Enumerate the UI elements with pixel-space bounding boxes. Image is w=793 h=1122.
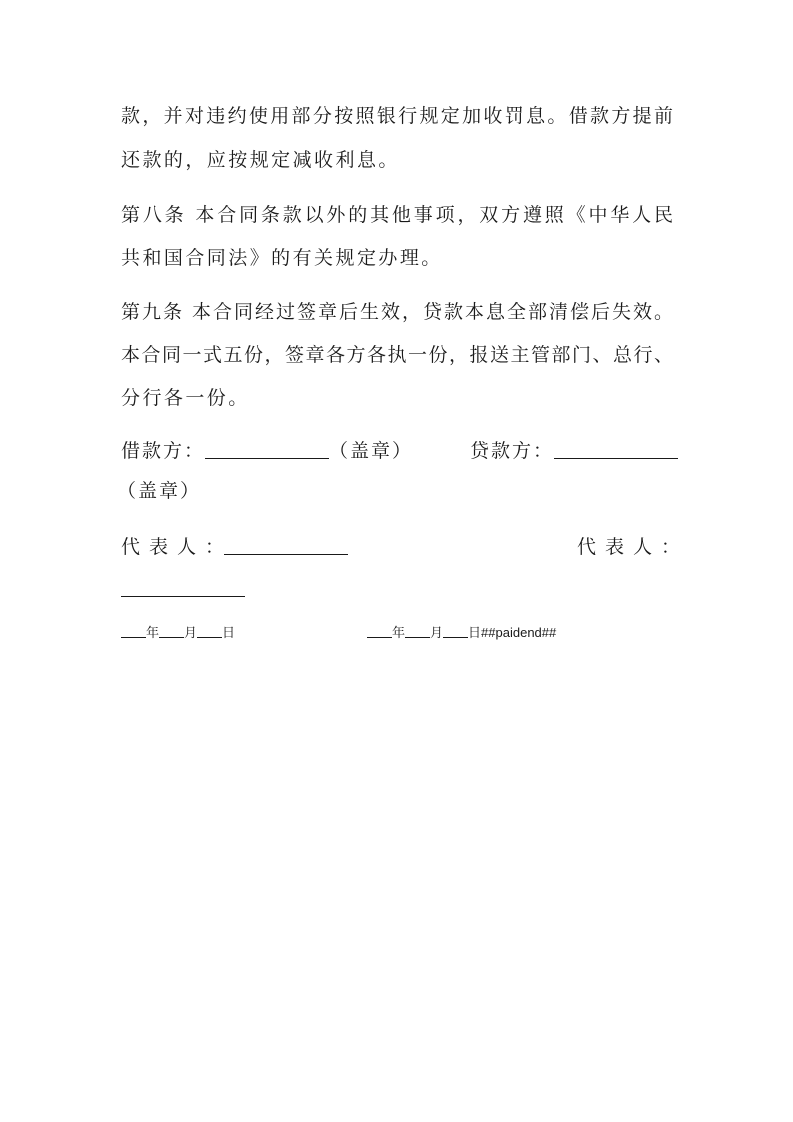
end-marker: ##paidend## <box>481 625 557 640</box>
lender-blank <box>554 440 678 459</box>
borrower-seal-label: （盖章） <box>329 440 414 462</box>
day-blank <box>443 624 468 638</box>
month-blank <box>405 624 430 638</box>
clause-7-line-1: 款，并对违约使用部分按照银行规定加收罚息。借款方提前 <box>121 105 673 127</box>
day-label: 日 <box>468 625 482 640</box>
lender-rep-label: 代表人： <box>577 536 690 558</box>
borrower-label: 借款方： <box>121 440 206 462</box>
year-label: 年 <box>146 625 160 640</box>
clause-9-line-2: 本合同一式五份，签章各方各执一份，报送主管部门、总行、 <box>121 344 673 366</box>
clause-8-line-2: 共和国合同法》的有关规定办理。 <box>121 247 443 269</box>
month-label: 月 <box>184 625 198 640</box>
party-signature-row <box>121 439 413 463</box>
borrower-rep-blank <box>224 536 348 555</box>
month-label: 月 <box>430 625 444 640</box>
lender-label: 贷款方： <box>470 440 555 462</box>
borrower-date <box>121 624 235 642</box>
year-label: 年 <box>392 625 406 640</box>
clause-7-line-2: 还款的，应按规定减收利息。 <box>121 149 400 171</box>
lender-signature <box>470 439 678 463</box>
lender-seal-label: （盖章） <box>117 480 202 502</box>
borrower-rep-label: 代表人： <box>121 536 234 558</box>
day-blank <box>197 624 222 638</box>
lender-rep-blank <box>121 578 245 597</box>
clause-9-line-3: 分行各一份。 <box>121 387 250 409</box>
clause-8-line-1: 第八条 本合同条款以外的其他事项，双方遵照《中华人民 <box>121 204 673 226</box>
borrower-blank <box>205 440 329 459</box>
month-blank <box>159 624 184 638</box>
day-label: 日 <box>222 625 236 640</box>
lender-date <box>367 624 556 642</box>
year-blank <box>121 624 146 638</box>
lender-seal-row <box>117 479 201 503</box>
clause-9-line-1: 第九条 本合同经过签章后生效，贷款本息全部清偿后失效。 <box>121 301 673 323</box>
year-blank <box>367 624 392 638</box>
